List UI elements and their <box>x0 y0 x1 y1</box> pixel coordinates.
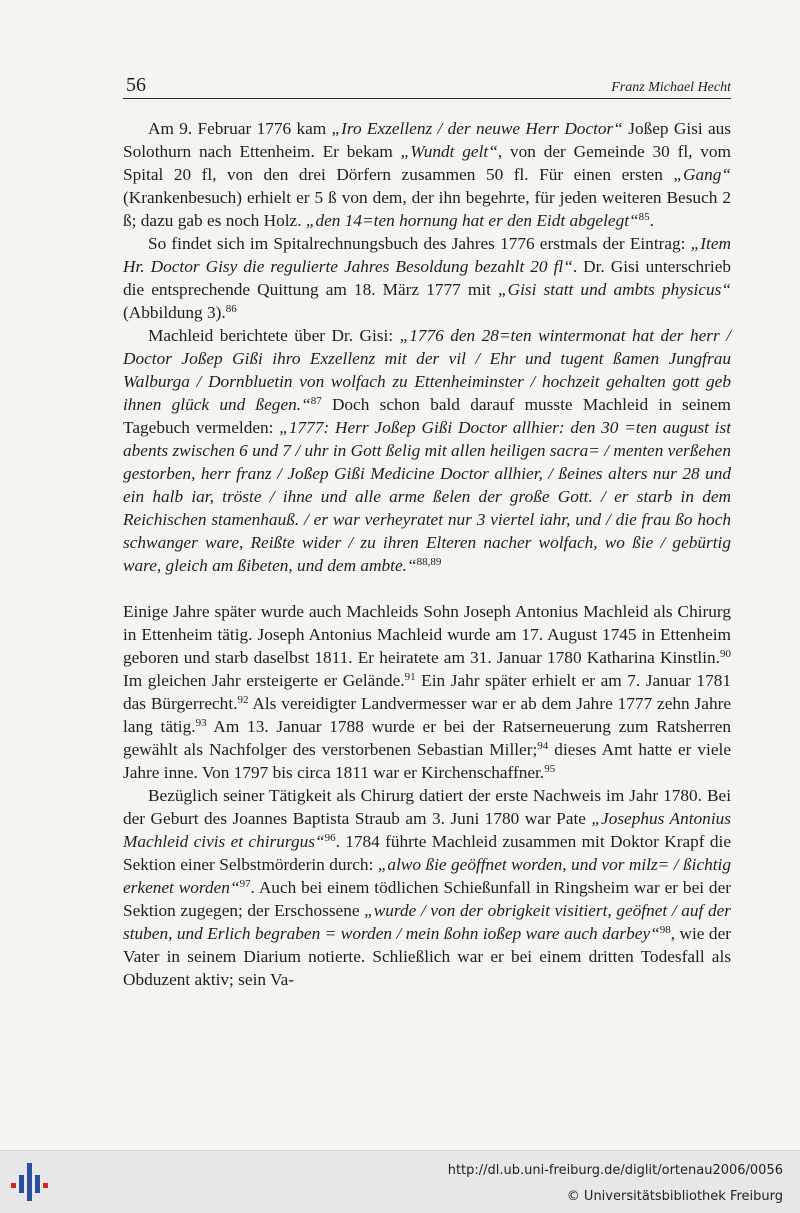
copyright-notice: © Universitätsbibliothek Freiburg <box>566 1189 783 1204</box>
text-run: . Auch bei einem tödlichen Schießunfall in Ringsheim war er bei der Sektion zugegen; der Erschossene <box>123 878 731 920</box>
footnote-ref: 93 <box>195 717 207 729</box>
paragraph <box>123 117 731 232</box>
quotation: „alwo ßie geöffnet worden, und vor milz= / ßichtig erkenet worden“ <box>123 855 731 897</box>
footnote-ref: 87 <box>310 395 322 407</box>
footnote-ref: 85 <box>638 211 650 223</box>
body-text <box>123 117 731 991</box>
ub-freiburg-logo-icon[interactable] <box>10 1161 50 1203</box>
text-run: (Krankenbesuch) erhielt er 5 ß von dem, der ihn begehrte, für jeden weiteren Besuch 2 ß; dazu gab es noch Holz. <box>123 188 731 230</box>
text-run: Als vereidigter Landvermesser war er ab dem Jahre 1777 zehn Jahre lang tätig. <box>123 694 732 736</box>
quotation: „den 14=ten hornung hat er den Eidt abgelegt“ <box>305 211 639 230</box>
quotation: „wurde / von der obrigkeit visitiert, geöfnet / auf der stuben, und Erlich begraben = worden / mein ßohn ioßep ware auch darbey“ <box>123 901 731 943</box>
text-run: dieses Amt hatte er viele Jahre inne. Von 1797 bis circa 1811 war er Kirchenschaffner. <box>123 740 731 782</box>
page-header <box>123 72 731 99</box>
text-run: Im gleichen Jahr ersteigerte er Gelände. <box>123 671 405 690</box>
text-run: Ein Jahr später erhielt er am 7. Januar 1781 das Bürgerrecht. <box>123 671 731 713</box>
text-run: Doch schon bald darauf musste Machleid in seinem Tagebuch vermelden: <box>123 395 731 437</box>
paragraph <box>123 600 731 784</box>
quotation: „Iro Exzellenz / der neuwe Herr Doctor“ <box>331 119 623 138</box>
paragraph <box>123 784 731 991</box>
footnote-ref: 94 <box>537 740 549 752</box>
text-run: So findet sich im Spitalrechnungsbuch des Jahres 1776 erstmals der Eintrag: <box>148 234 691 253</box>
text-run: Am 13. Januar 1788 wurde er bei der Ratserneuerung zum Ratsherren gewählt als Nachfolger des verstorbenen Sebastian Miller; <box>123 717 732 759</box>
footnote-ref: 91 <box>404 671 416 683</box>
text-run: Am 9. Februar 1776 kam <box>148 119 332 138</box>
text-run: Einige Jahre später wurde auch Machleids Sohn Joseph Antonius Machleid als Chirurg in Ettenheim tätig. Joseph Antonius Machleid wurde am 17. August 1745 in Ettenheim geboren und starb daselbst 1811. Er heiratete am 31. Januar 1780 Katharina Kinstlin. <box>123 602 731 667</box>
quotation: „1777: Herr Joßep Gißi Doctor allhier: den 30 =ten august ist abents zwischen 6 und 7 / uhr in Gott ßelig mit allen heiligen sacra= / menten verßehen gestorben, herr franz / Joßep Gißi Medicine Doctor allhier, / ßeines alters nur 28 und ein halb iar, tröste / ihne und alle arme ßelen der große Gott. / er starb in dem Reichischen stamenhauß. / er war verheyratet nur 3 viertel iahr, und / die frau ßo hoch schwanger ware, Reißte wider / zu ihren Elteren nacher wolfach, wo ßie / gebürtig ware, gleich am ßibeten, und dem ambte.“ <box>123 418 732 575</box>
text-run: (Abbildung 3). <box>123 303 226 322</box>
footnote-ref: 95 <box>544 763 556 775</box>
text-run: , von der Gemeinde 30 fl, vom Spital 20 fl, von den drei Dörfern zusammen 50 fl. Für einen ersten <box>123 142 731 184</box>
footnote-ref: 97 <box>239 878 251 890</box>
quotation: „Wundt gelt“ <box>400 142 498 161</box>
text-run: Bezüglich seiner Tätigkeit als Chirurg datiert der erste Nachweis im Jahr 1780. Bei der Geburt des Joannes Baptista Straub am 3. Juni 1780 war Pate <box>123 786 731 828</box>
footnote-ref: 90 <box>720 648 731 660</box>
text-run: Joßep Gisi aus Solothurn nach Ettenheim. Er bekam <box>123 119 732 161</box>
text-run: . <box>649 211 654 230</box>
running-head: Franz Michael Hecht <box>611 80 731 95</box>
quotation: „Gisi statt und ambts physicus“ <box>498 280 731 299</box>
permalink-url[interactable]: http://dl.ub.uni-freiburg.de/diglit/ortenau2006/0056 <box>447 1163 783 1178</box>
footnote-ref: 96 <box>324 832 336 844</box>
quotation: „Gang“ <box>673 165 731 184</box>
page-number: 56 <box>126 74 146 96</box>
text-run: Machleid berichtete über Dr. Gisi: <box>148 326 400 345</box>
text-run: . 1784 führte Machleid zusammen mit Doktor Krapf die Sektion einer Selbstmörderin durch: <box>123 832 731 874</box>
paragraph <box>123 324 731 577</box>
quotation: „Item Hr. Doctor Gisy die regulierte Jahres Besoldung bezahlt 20 fl“ <box>123 234 731 276</box>
footnote-ref: 86 <box>225 303 237 315</box>
quotation: „Josephus Antonius Machleid civis et chirurgus“ <box>123 809 731 851</box>
text-run: . Dr. Gisi unterschrieb die entsprechende Quittung am 18. März 1777 mit <box>123 257 731 299</box>
text-run: , wie der Vater in seinem Diarium notierte. Schließlich war er bei einem dritten Todesfall als Obduzent aktiv; sein Va- <box>123 924 732 989</box>
viewer-footer <box>0 1150 800 1213</box>
quotation: „1776 den 28=ten wintermonat hat der herr / Doctor Joßep Gißi ihro Exzellenz mit der vil / Ehr und tugent ßamen Jungfrau Walburga / Dornbluetin von wolfach zu Ettenheiminster / hochzeit gehalten gott geb ihnen glück und ßegen.“ <box>123 326 731 414</box>
paragraph <box>123 232 731 324</box>
footnote-ref: 88,89 <box>416 556 442 568</box>
footnote-ref: 98 <box>659 924 671 936</box>
footnote-ref: 92 <box>237 694 249 706</box>
